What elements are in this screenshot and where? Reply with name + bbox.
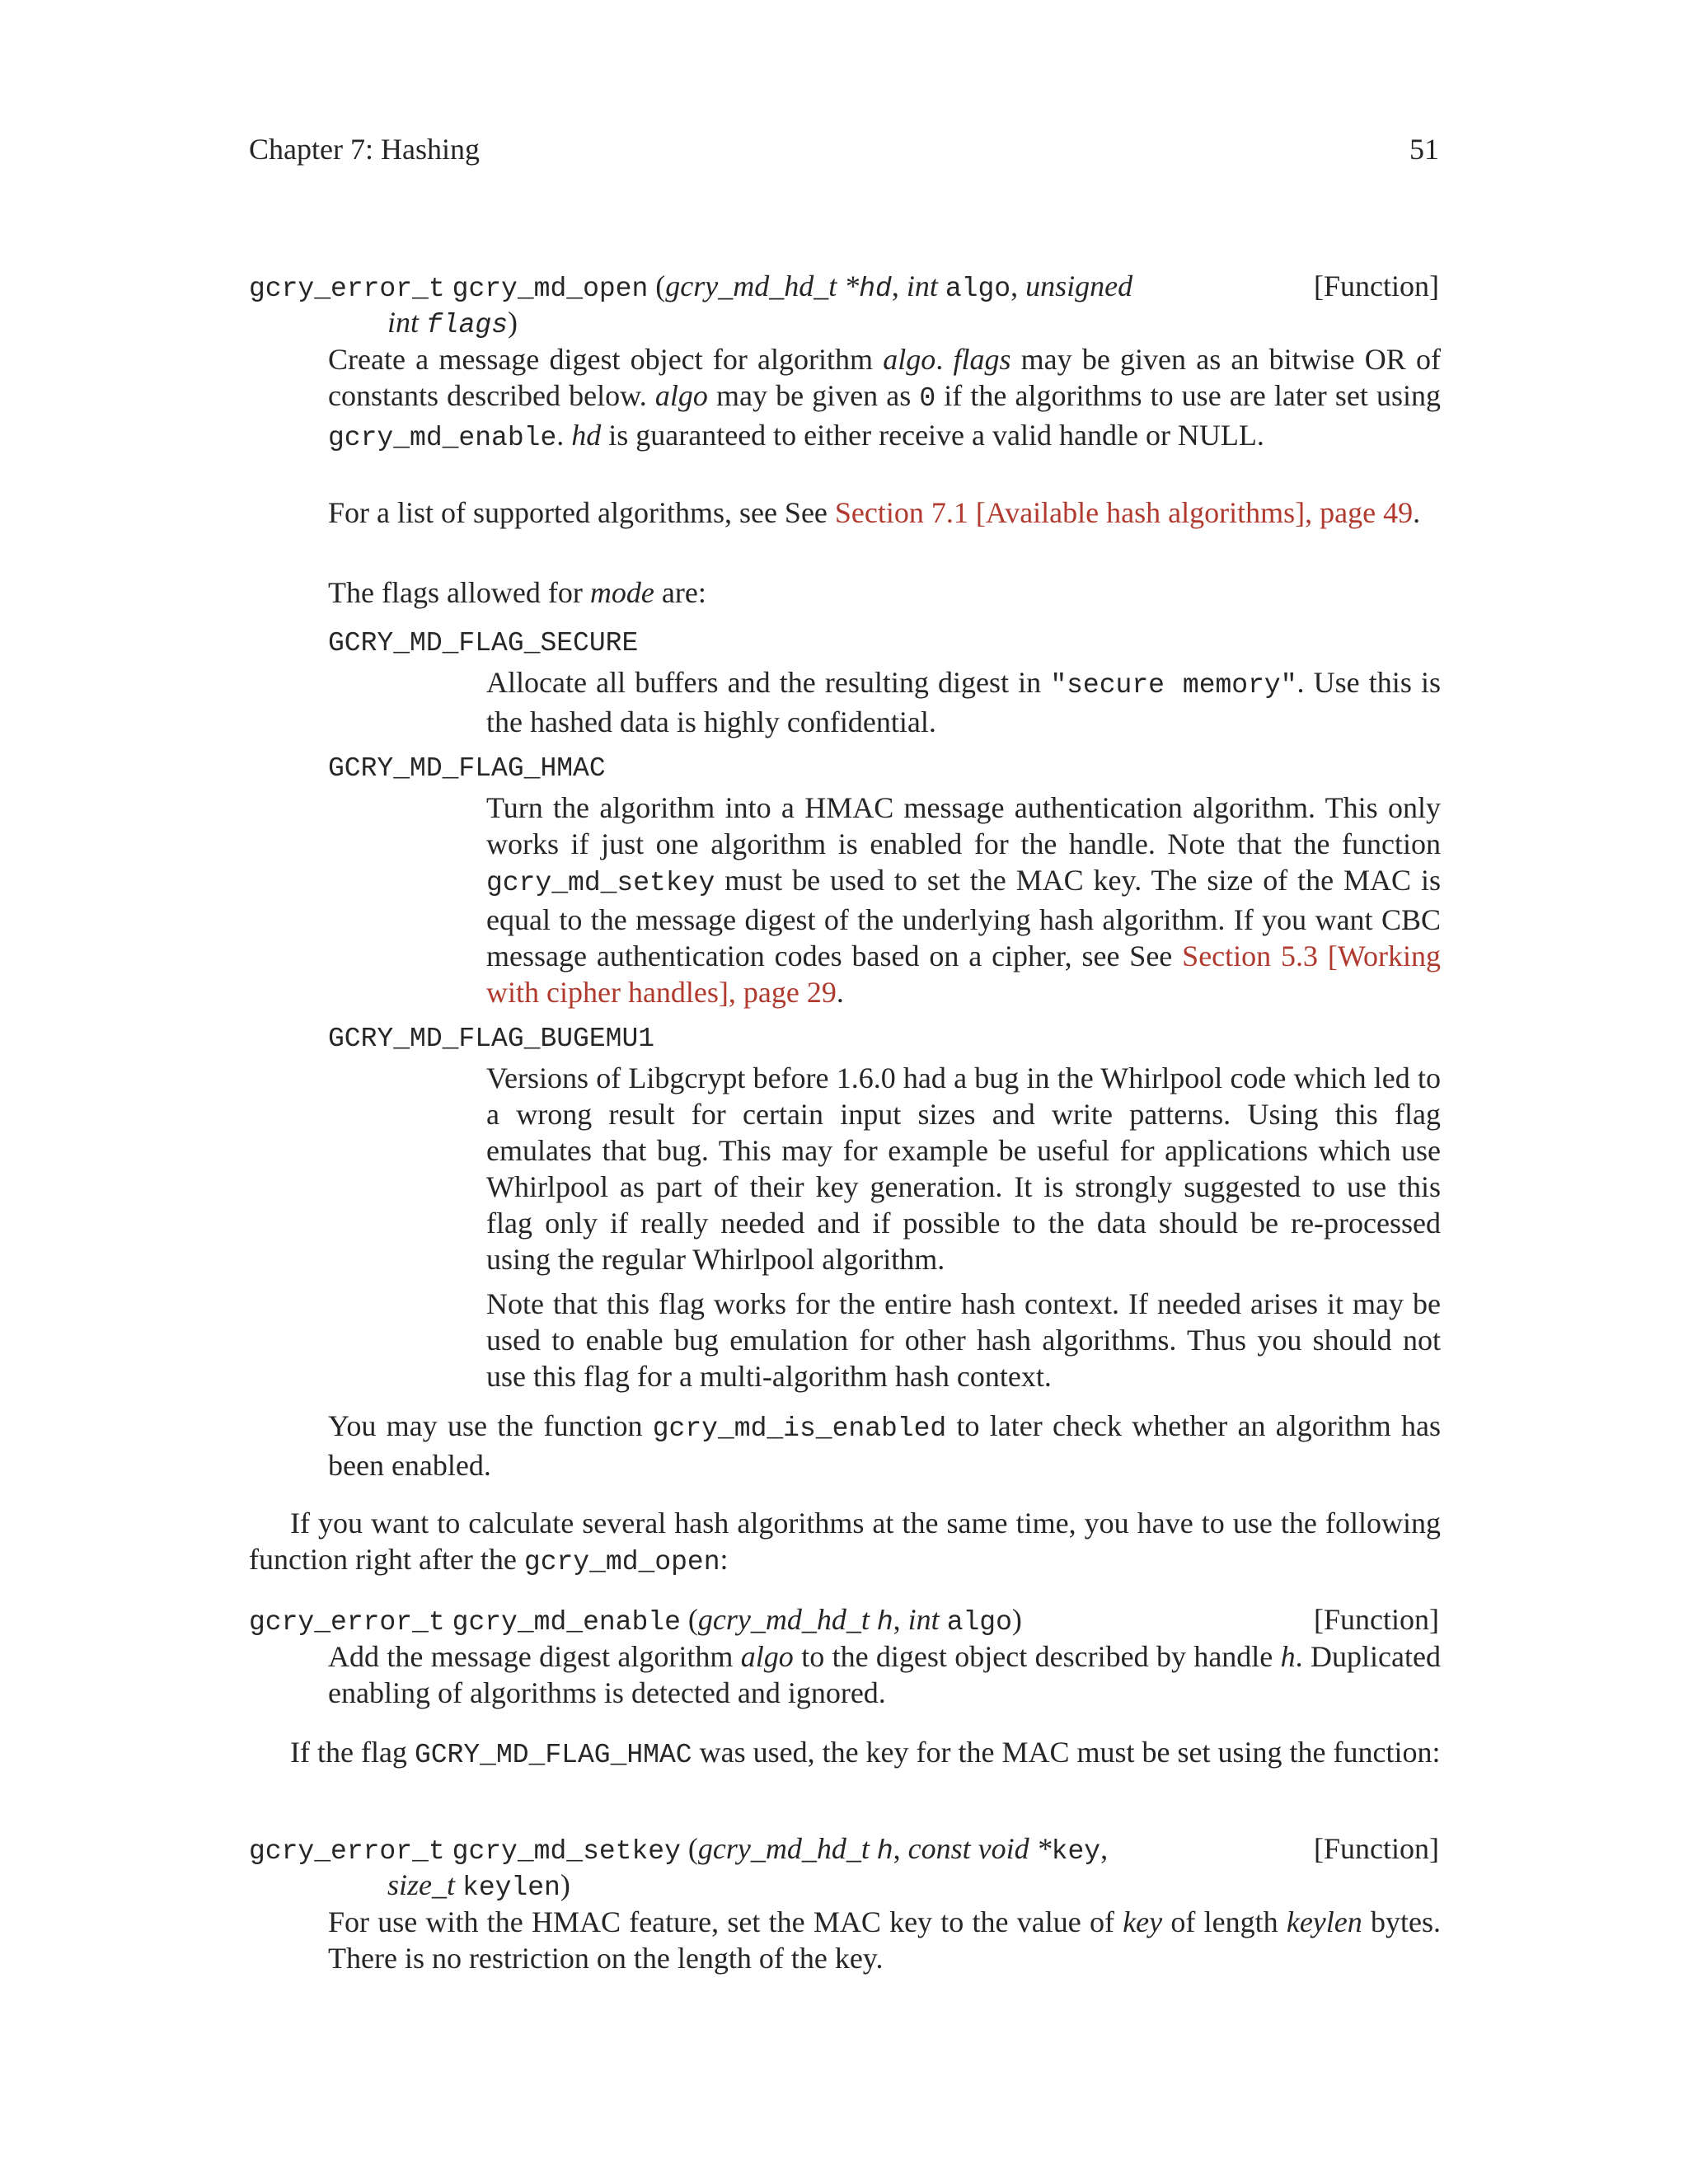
function-signature-md-setkey [249,1831,1108,1867]
several-algorithms-paragraph: If you want to calculate several hash algorithms at the same time, you have to use the following function right after the gcry_md_open: [249,1507,1441,1577]
param-name: h [876,1607,893,1638]
param-name: h [876,1836,893,1867]
function-tag: [Function] [1314,269,1439,302]
flags-intro: The flags allowed for mode are: [328,576,706,609]
right-paren: ) [1011,1603,1022,1636]
page-number: 51 [1409,133,1439,166]
flag-note-bugemu1: Note that this flag works for the entire hash context. If needed arises it may be used to enable bug emulation for other hash algorithms. Thus you should not use this flag for a multi-algorithm hash context. [486,1287,1441,1393]
function-signature-md-enable [249,1602,1022,1638]
hmac-flag-paragraph: If the flag GCRY_MD_FLAG_HMAC was used, the key for the MAC must be set using the function: [290,1736,1441,1770]
param-type: const void * [907,1832,1052,1865]
param-name: algo [946,1607,1012,1638]
param-type: size_t [387,1868,463,1901]
param-name: hd [859,274,892,304]
param-type: int [906,269,945,302]
return-type: gcry_error_t [249,1836,445,1867]
running-header-chapter: Chapter 7: Hashing [249,133,480,166]
return-type: gcry_error_t [249,1607,445,1638]
flag-term-secure: GCRY_MD_FLAG_SECURE [328,628,639,658]
md-setkey-description: For use with the HMAC feature, set the MAC key to the value of key of length keylen bytes. There is no restriction on the length of the key. [328,1905,1441,1975]
param-type: unsigned [1025,269,1133,302]
param-separator: , [891,269,907,302]
flag-term-hmac: GCRY_MD_FLAG_HMAC [328,753,606,784]
right-paren: ) [560,1868,570,1901]
function-signature-continuation [387,1868,570,1903]
param-separator: , [893,1603,908,1636]
left-paren: ( [687,1832,698,1865]
is-enabled-paragraph: You may use the function gcry_md_is_enabled to later check whether an algorithm has been enabled. [328,1409,1441,1482]
left-paren: ( [687,1603,698,1636]
function-signature-continuation [387,305,518,340]
param-separator: , [1100,1832,1109,1865]
supported-algorithms-paragraph: For a list of supported algorithms, see See Section 7.1 [Available hash algorithms], page 49. [328,496,1421,529]
section-link-5-3[interactable]: Section 5.3 [Working with cipher handles], page 29 [486,940,1441,1009]
section-link-7-1[interactable]: Section 7.1 [Available hash algorithms], page 49 [834,496,1414,529]
param-type: int [387,306,427,339]
param-separator: , [1010,269,1026,302]
function-signature-md-open [249,269,1132,304]
param-type: int [907,1603,947,1636]
param-separator: , [893,1832,908,1865]
param-name: algo [945,274,1011,304]
right-paren: ) [508,306,518,339]
flag-description-bugemu1: Versions of Libgcrypt before 1.6.0 had a bug in the Whirlpool code which led to a wrong result for certain input sizes and write patterns. Using this flag emulates that bug. This may for example be useful for applications which use Whirlpool as part of their key generation. It is strongly suggested to use this flag only if really needed and if possible to the data should be re-processed using the regular Whirlpool algorithm. [486,1062,1441,1276]
param-type: gcry_md_hd_t [697,1832,877,1865]
function-name: gcry_md_setkey [452,1836,681,1867]
return-type: gcry_error_t [249,274,445,304]
md-open-description: Create a message digest object for algorithm algo. flags may be given as an bitwise OR of constants described below. algo may be given as 0 if the algorithms to use are later set using gcry_md_enable. hd is guaranteed to either receive a valid handle or NULL. [328,343,1442,453]
flag-description-hmac: Turn the algorithm into a HMAC message authentication algorithm. This only works if just one algorithm is enabled for the handle. Note that the function gcry_md_setkey must be used to set the MAC key. The size of the MAC is equal to the message digest of the underlying hash algorithm. If you want CBC message authentication codes based on a cipher, see See Section 5.3 [Working with cipher handles], page 29. [486,791,1441,1009]
function-name: gcry_md_open [452,274,649,304]
md-enable-description: Add the message digest algorithm algo to the digest object described by handle h. Duplicated enabling of algorithms is detected and ignored. [328,1640,1441,1709]
function-tag: [Function] [1314,1832,1439,1865]
flag-term-bugemu1: GCRY_MD_FLAG_BUGEMU1 [328,1024,655,1054]
function-name: gcry_md_enable [452,1607,681,1638]
param-name: keylen [462,1872,560,1903]
param-type: gcry_md_hd_t [697,1603,877,1636]
param-type: gcry_md_hd_t * [665,269,860,302]
left-paren: ( [655,269,666,302]
function-tag: [Function] [1314,1603,1439,1636]
param-name: flags [426,310,509,340]
flag-description-secure: Allocate all buffers and the resulting digest in "secure memory". Use this is the hashed data is highly confidential. [486,666,1441,738]
param-name: key [1051,1836,1101,1867]
